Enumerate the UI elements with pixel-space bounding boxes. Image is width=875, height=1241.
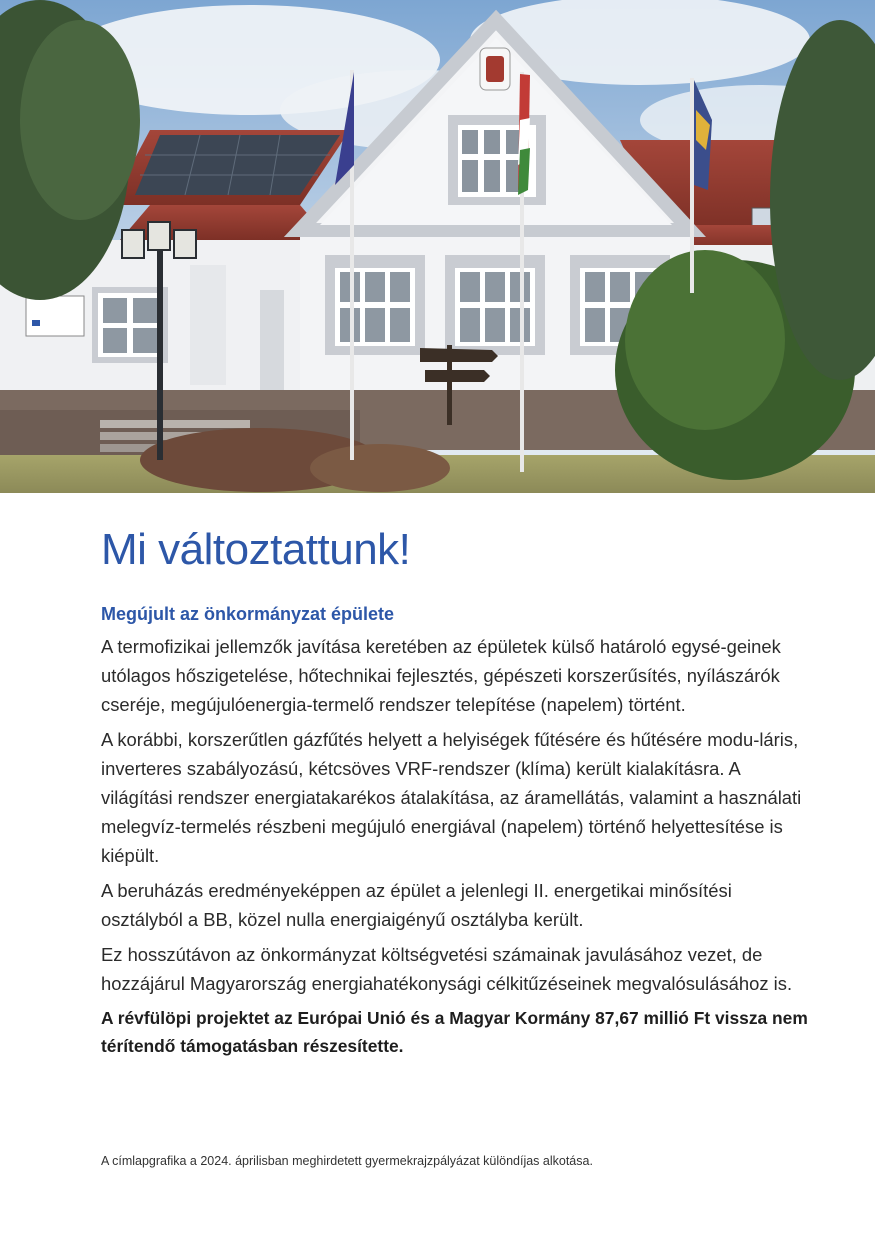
building-photo <box>0 0 875 493</box>
paragraph-4: Ez hosszútávon az önkormányzat költségvetési számainak javulásához vezet, de hozzájárul Magyarország energiahatékonysági célkitűzéseinek megvalósulásához is. <box>101 944 793 994</box>
paragraph-2: A korábbi, korszerűtlen gázfűtés helyett a helyiségek fűtésére és hűtésére modu-láris, inverteres szabályozású, kétcsöves VRF-rendszer (klíma) került kialakításra. A világítási rendszer energiatakarékos átalakítása, az áramellátás, valamint a használati melegvíz-termelés részbeni megújuló energiával (napelem) történő helyettesítése is kiépült. <box>101 729 802 866</box>
page-title: Mi változtattunk! <box>101 525 411 574</box>
cover-caption: A címlapgrafika a 2024. áprilisban meghirdetett gyermekrajzpályázat különdíjas alkotása. <box>101 1154 593 1168</box>
section-title: Megújult az önkormányzat épülete <box>101 604 395 624</box>
main-content <box>101 520 813 1060</box>
paragraph-1: A termofizikai jellemzők javítása keretében az épületek külső határoló egysé-geinek utólagos hőszigetelése, hőtechnikai fejlesztés, gépészeti korszerűsítés, nyílászárók cseréje, megújulóenergia-termelő rendszer telepítése (napelem) történt. <box>101 636 781 715</box>
paragraph-3: A beruházás eredményeképpen az épület a jelenlegi II. energetikai minősítési osztályból a BB, közel nulla energiaigényű osztályba került. <box>101 880 732 930</box>
funding-statement: A révfülöpi projektet az Európai Unió és a Magyar Kormány 87,67 millió Ft vissza nem térítendő támogatásban részesítette. <box>101 1008 808 1056</box>
